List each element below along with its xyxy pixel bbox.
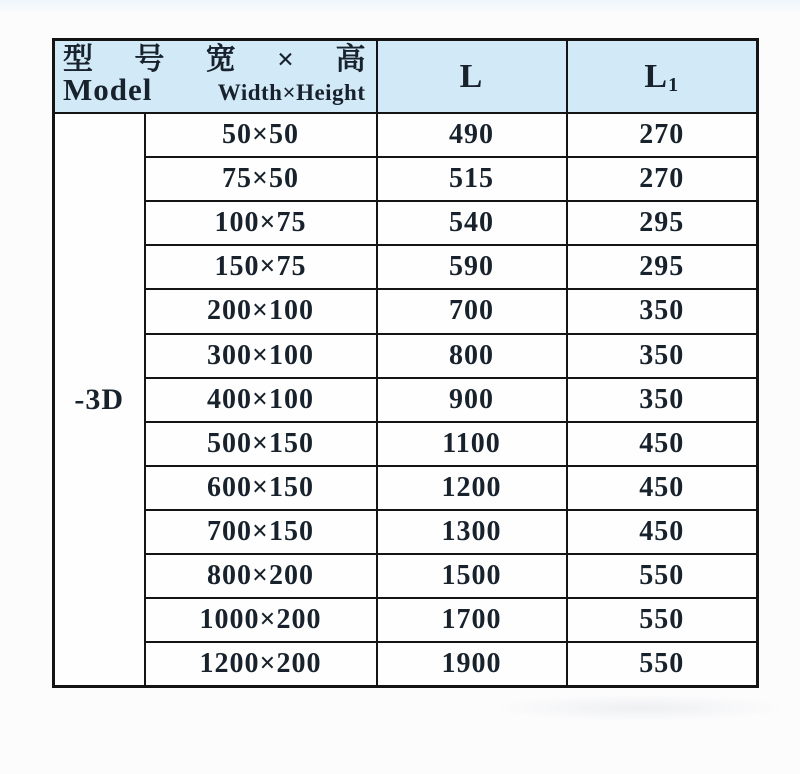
header-L: L	[377, 40, 567, 114]
scan-artifact-top-tint	[0, 0, 800, 14]
spec-table-container	[52, 38, 756, 688]
size-cell: 200×100	[145, 289, 377, 333]
l1-cell: 450	[567, 466, 758, 510]
model-dimensions-table	[52, 38, 759, 688]
size-cell: 1000×200	[145, 598, 377, 642]
size-cell: 150×75	[145, 245, 377, 289]
header-en-line	[63, 72, 366, 108]
header-L1-base: L	[644, 57, 669, 95]
model-cell: -3D	[54, 113, 145, 687]
header-zh-line	[63, 44, 366, 75]
l-cell: 1300	[377, 510, 567, 554]
l-cell: 700	[377, 289, 567, 333]
l-cell: 490	[377, 113, 567, 157]
l1-cell: 295	[567, 201, 758, 245]
header-size-en: Width×Height	[217, 80, 366, 105]
l-cell: 1900	[377, 642, 567, 686]
scan-artifact-smudge	[490, 694, 790, 722]
table-row	[54, 245, 758, 289]
l-cell: 800	[377, 334, 567, 378]
table-row	[54, 466, 758, 510]
l1-cell: 450	[567, 510, 758, 554]
header-zh-char: 型	[63, 43, 93, 76]
l1-cell: 350	[567, 289, 758, 333]
header-model-en: Model	[63, 72, 153, 107]
l-cell: 1100	[377, 422, 567, 466]
table-row	[54, 422, 758, 466]
header-L1-subscript: 1	[668, 73, 680, 96]
l1-cell: 270	[567, 113, 758, 157]
l1-cell: 550	[567, 598, 758, 642]
table-row	[54, 510, 758, 554]
table-row	[54, 378, 758, 422]
header-zh-char: 宽	[205, 43, 236, 76]
size-cell: 1200×200	[145, 642, 377, 686]
l1-cell: 350	[567, 334, 758, 378]
l-cell: 515	[377, 157, 567, 201]
table-row	[54, 113, 758, 157]
size-cell: 50×50	[145, 113, 377, 157]
l1-cell: 295	[567, 245, 758, 289]
table-body	[54, 113, 758, 687]
size-cell: 500×150	[145, 422, 377, 466]
table-row	[54, 642, 758, 686]
l-cell: 1200	[377, 466, 567, 510]
l1-cell: 270	[567, 157, 758, 201]
header-zh-char: 高	[335, 43, 366, 76]
table-row	[54, 157, 758, 201]
l-cell: 540	[377, 201, 567, 245]
table-row	[54, 201, 758, 245]
table-row	[54, 554, 758, 598]
size-cell: 700×150	[145, 510, 377, 554]
header-L1	[567, 40, 758, 114]
header-zh-char: 号	[134, 43, 165, 76]
size-cell: 800×200	[145, 554, 377, 598]
table-header	[54, 40, 758, 114]
size-cell: 100×75	[145, 201, 377, 245]
header-zh-char: ×	[277, 43, 295, 76]
table-row	[54, 289, 758, 333]
l1-cell: 550	[567, 642, 758, 686]
l1-cell: 550	[567, 554, 758, 598]
l-cell: 1500	[377, 554, 567, 598]
l1-cell: 350	[567, 378, 758, 422]
l-cell: 590	[377, 245, 567, 289]
size-cell: 600×150	[145, 466, 377, 510]
table-row	[54, 598, 758, 642]
size-cell: 400×100	[145, 378, 377, 422]
size-cell: 300×100	[145, 334, 377, 378]
size-cell: 75×50	[145, 157, 377, 201]
l-cell: 1700	[377, 598, 567, 642]
header-row	[54, 40, 758, 114]
table-row	[54, 334, 758, 378]
l-cell: 900	[377, 378, 567, 422]
l1-cell: 450	[567, 422, 758, 466]
header-model-size	[54, 40, 377, 114]
